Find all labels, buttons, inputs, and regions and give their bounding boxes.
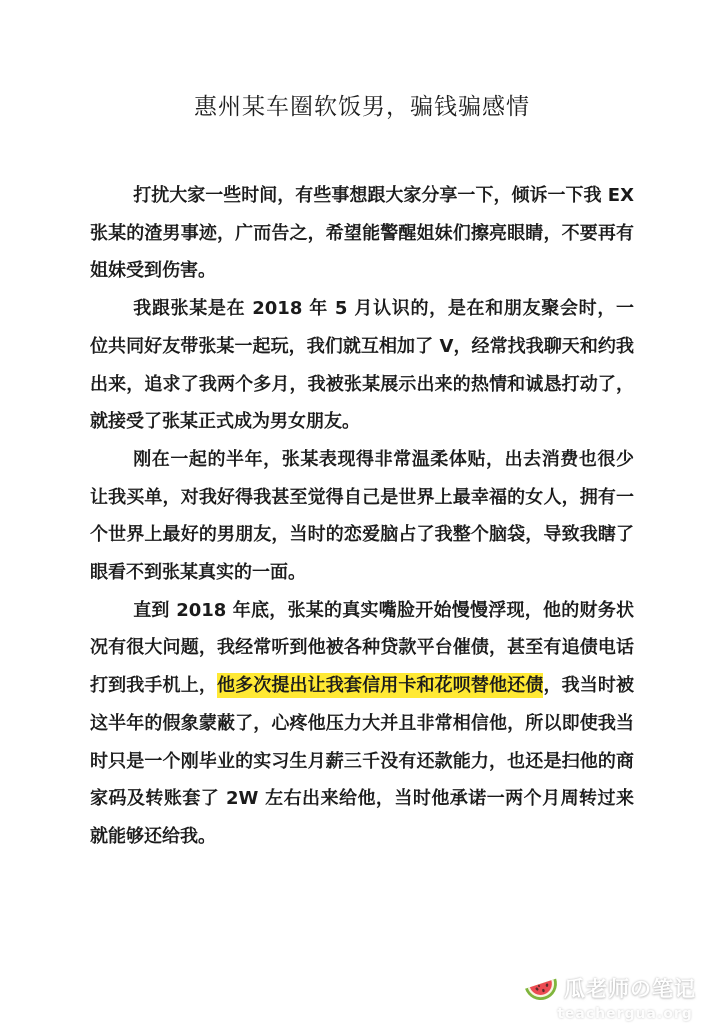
highlighted-text: 他多次提出让我套信用卡和花呗替他还债 <box>216 675 544 697</box>
document-body <box>90 177 634 856</box>
text-run: 直到 2018 年底，张某的真实嘴脸开始慢慢浮现，他的财务状况有很大问题，我经常听到他被各种贷款平台催债，甚至有追债电话打到我手机上， <box>90 599 634 697</box>
watermark-url: teachergua.org <box>557 1006 693 1022</box>
paragraph <box>90 441 634 592</box>
paragraph <box>90 290 634 441</box>
watermark-row <box>510 970 710 1006</box>
paragraph <box>90 177 634 290</box>
watermelon-icon <box>519 965 564 1010</box>
text-run: 我跟张某是在 2018 年 5 月认识的，是在和朋友聚会时，一位共同好友带张某一起玩，我们就互相加了 V，经常找我聊天和约我出来，追求了我两个多月，我被张某展示出来的热情和诚恳打动了，就接受了张某正式成为男女朋友。 <box>90 298 634 433</box>
watermark-name: 瓜老师の笔记 <box>564 977 696 1001</box>
text-run: 刚在一起的半年，张某表现得非常温柔体贴，出去消费也很少让我买单，对我好得我甚至觉得自己是世界上最幸福的女人，拥有一个世界上最好的男朋友，当时的恋爱脑占了我整个脑袋，导致我瞎了眼看不到张某真实的一面。 <box>90 448 634 584</box>
watermark <box>510 970 710 1022</box>
text-run: 打扰大家一些时间，有些事想跟大家分享一下，倾诉一下我 EX 张某的渣男事迹，广而告之，希望能警醒姐妹们擦亮眼睛，不要再有姐妹受到伤害。 <box>90 185 634 282</box>
paragraph <box>90 592 634 856</box>
document-title: 惠州某车圈软饭男，骗钱骗感情 <box>194 94 530 120</box>
text-run: ，我当时被这半年的假象蒙蔽了，心疼他压力大并且非常相信他，所以即使我当时只是一个刚毕业的实习生月薪三千没有还款能力，也还是扫他的商家码及转账套了 2W 左右出来给他，当时他承诺一两个月周转过来就能够还给我。 <box>90 675 635 847</box>
